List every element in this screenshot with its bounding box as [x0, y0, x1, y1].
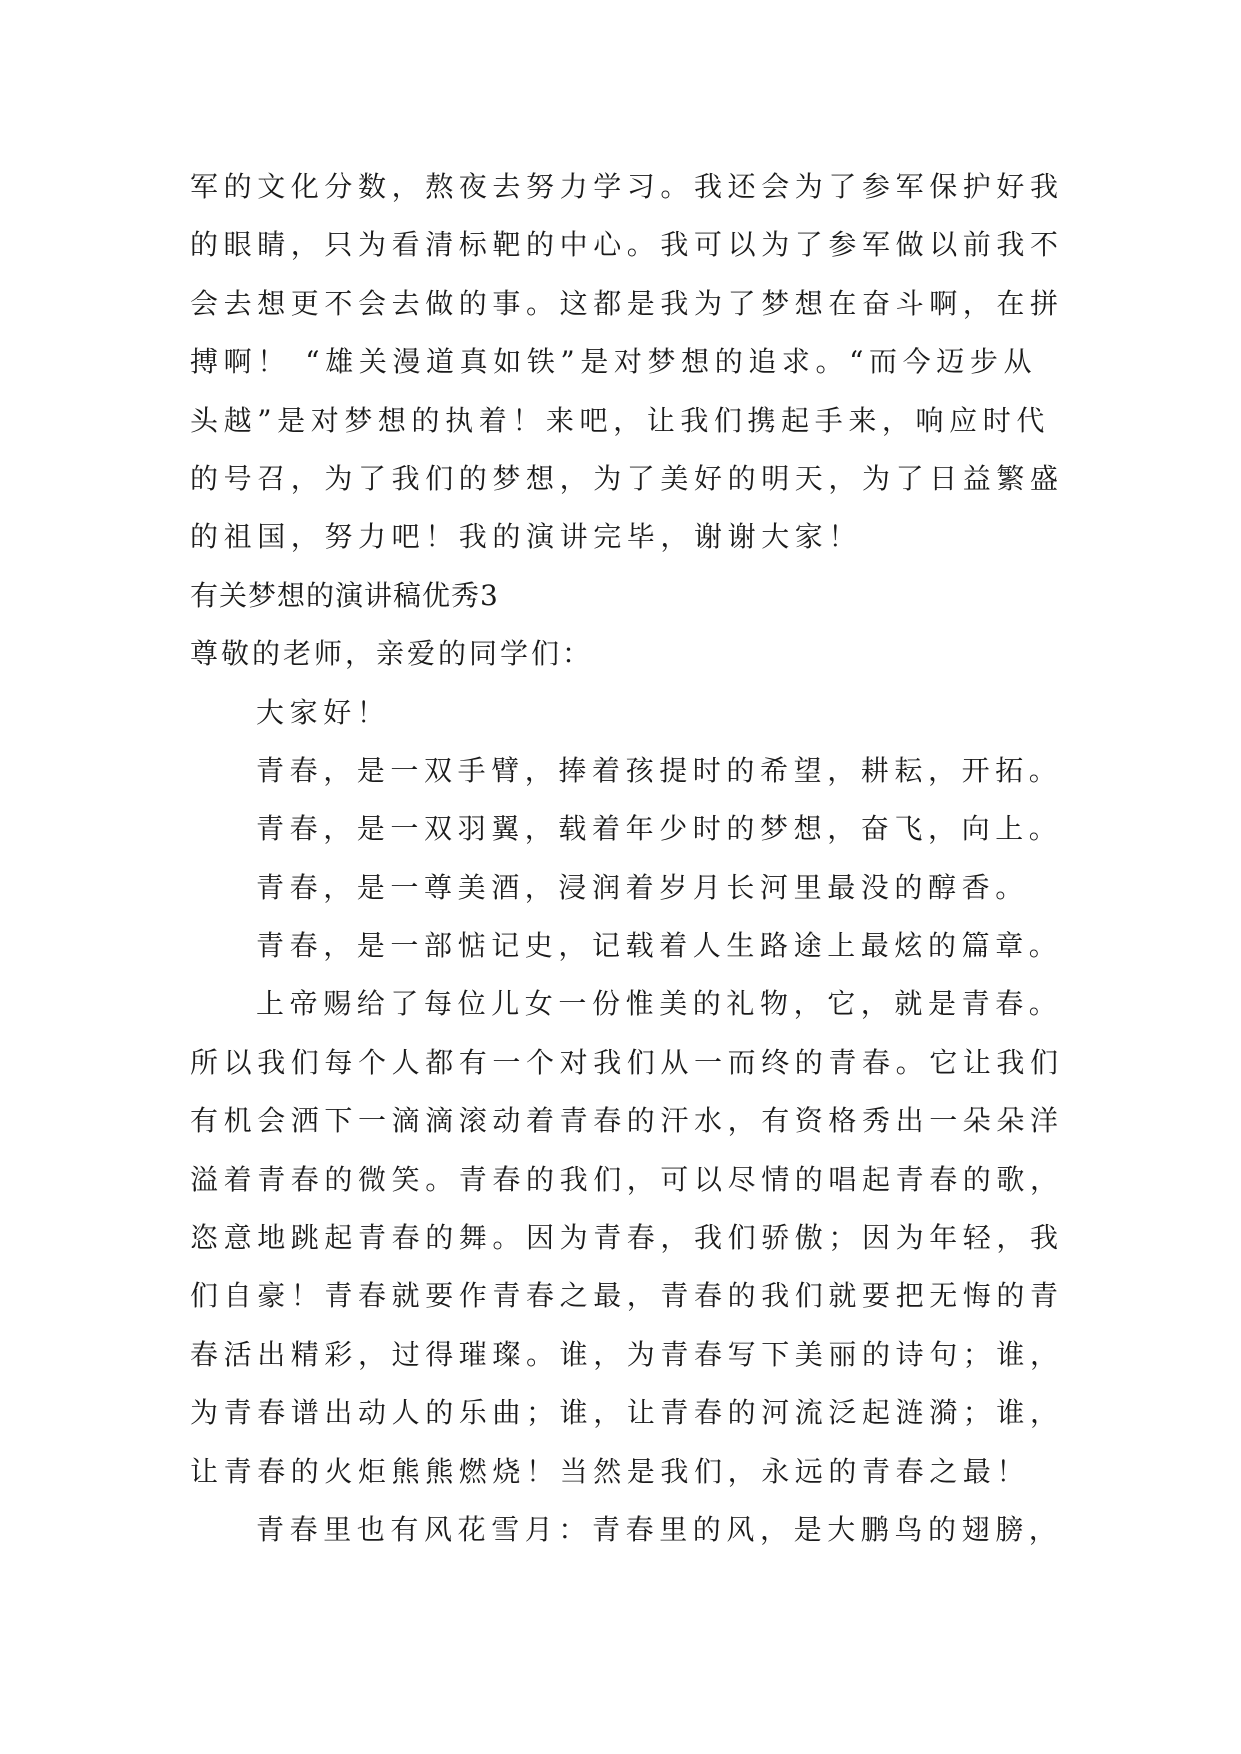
paragraph-start-line: 青春，是一部惦记史，记载着人生路途上最炫的篇章。	[256, 929, 1063, 963]
text-line: 恣意地跳起青春的舞。因为青春，我们骄傲；因为年轻，我	[190, 1221, 1064, 1255]
paragraph-start-line: 大家好！	[256, 695, 391, 729]
text-line: 会去想更不会去做的事。这都是我为了梦想在奋斗啊，在拼	[190, 286, 1064, 320]
text-line: 溢着青春的微笑。青春的我们，可以尽情的唱起青春的歌，	[190, 1162, 1064, 1196]
section-heading: 有关梦想的演讲稿优秀3	[190, 578, 499, 612]
text-line: 头越”是对梦想的执着！来吧，让我们携起手来，响应时代	[190, 403, 1050, 437]
text-line: 为青春谱出动人的乐曲；谁，让青春的河流泛起涟漪；谁，	[190, 1396, 1064, 1430]
paragraph-start-line: 青春，是一双羽翼，载着年少时的梦想，奋飞，向上。	[256, 812, 1063, 846]
text-line: 所以我们每个人都有一个对我们从一而终的青春。它让我们	[190, 1045, 1064, 1079]
document-body	[190, 158, 1064, 1559]
text-line: 军的文化分数，熬夜去努力学习。我还会为了参军保护好我	[190, 170, 1064, 203]
text-line: 有机会洒下一滴滴滚动着青春的汗水，有资格秀出一朵朵洋	[190, 1104, 1064, 1138]
text-line: 搏啊！ “雄关漫道真如铁”是对梦想的追求。“而今迈步从	[190, 345, 1038, 379]
text-line: 让青春的火炬熊熊燃烧！当然是我们，永远的青春之最！	[190, 1454, 1031, 1488]
text-line: 的号召，为了我们的梦想，为了美好的明天，为了日益繁盛	[190, 461, 1064, 495]
paragraph-start-line: 上帝赐给了每位儿女一份惟美的礼物，它，就是青春。	[256, 987, 1063, 1021]
paragraph-start-line: 青春，是一双手臂，捧着孩提时的希望，耕耘，开拓。	[256, 753, 1063, 787]
paragraph-start-line: 青春，是一尊美酒，浸润着岁月长河里最没的醇香。	[256, 870, 1029, 904]
salutation-line: 尊敬的老师，亲爱的同学们：	[190, 637, 594, 671]
paragraph-start-line: 青春里也有风花雪月：青春里的风，是大鹏鸟的翅膀，	[256, 1512, 1063, 1546]
text-line: 的眼睛，只为看清标靶的中心。我可以为了参军做以前我不	[190, 228, 1064, 262]
text-line: 春活出精彩，过得璀璨。谁，为青春写下美丽的诗句；谁，	[190, 1337, 1064, 1371]
text-line: 们自豪！青春就要作青春之最，青春的我们就要把无悔的青	[190, 1279, 1064, 1313]
text-line: 的祖国，努力吧！我的演讲完毕，谢谢大家！	[190, 520, 863, 554]
